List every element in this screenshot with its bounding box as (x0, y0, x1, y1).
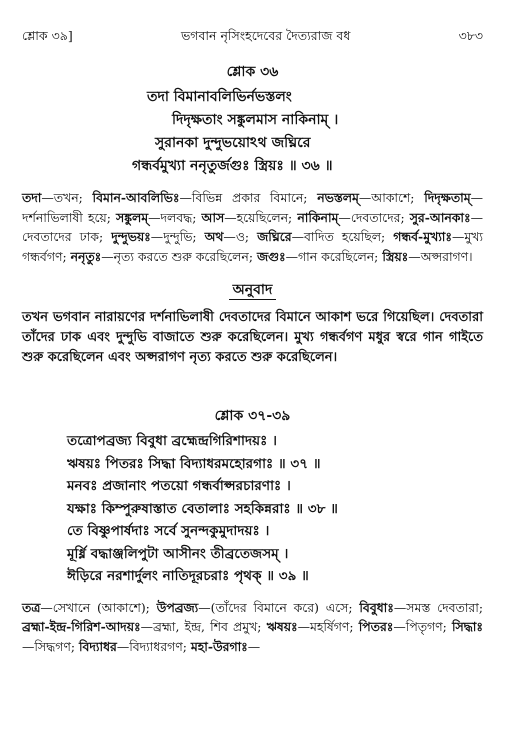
synonym-meaning: —পিতৃগণ; (393, 619, 452, 634)
verse-line: যক্ষাঃ কিম্পুরুষাস্তাত বেতালাঃ সহকিন্নরাঃ ॥ ৩৮ ॥ (67, 500, 338, 517)
synonym-word: মহা-উরগাঃ (190, 638, 248, 654)
verse-36-number: শ্লোক ৩৬ (226, 64, 279, 80)
verse-line: তে বিষ্ণুপার্ষদাঃ সর্বে সুনন্দকুমুদাদয়ঃ । (67, 523, 270, 539)
synonym-meaning: —বাদিত হয়েছিল; (291, 229, 394, 244)
synonym-meaning: —ও; (223, 229, 258, 244)
synonym-meaning: —তখন; (41, 190, 93, 205)
verse-36-text (22, 86, 483, 178)
synonym-meaning: —হয়েছিলেন; (224, 209, 298, 225)
header-verse-ref: শ্লোক ৩৯] (22, 28, 73, 43)
synonym-meaning: —(তাঁদের বিমানে করে) এসে; (198, 599, 360, 615)
synonym-word: সঙ্কুলম্ (116, 209, 149, 225)
synonym-word: পিতরঃ (358, 619, 394, 634)
translation-text: তখন ভগবান নারায়ণের দর্শনাভিলাষী দেবতাদের বিমানে আকাশ ভরে গিয়েছিল। দেবতারা তাঁদের ঢাক এবং দুন্দুভি বাজাতে শুরু করেছিলেন। মুখ্য গন্ধর্বগণ মধুর স্বরে গান গাইতে শুরু করেছিলেন এবং অপ্সরাগণ নৃত্য করতে শুরু করেছিলেন। (22, 310, 483, 365)
synonym-word: জগুঃ (256, 248, 286, 264)
synonym-word: সুর-আনকাঃ (409, 209, 471, 225)
synonym-meaning: — (247, 638, 261, 654)
synonym-word: নাকিনাম্ (297, 209, 339, 225)
verse-line: মূর্ধ্নি বদ্ধাঞ্জলিপুটা আসীনং তীব্রতেজসম্ । (67, 545, 289, 562)
synonym-meaning: —সিদ্ধগণ; (22, 638, 79, 654)
synonym-meaning: —দুন্দুভি; (150, 229, 205, 244)
synonym-meaning: —নৃত্য করতে শুরু করেছিলেন; (101, 248, 257, 264)
synonym-word: তত্র (22, 599, 41, 615)
synonym-word: নভস্তলম্ (317, 190, 359, 205)
synonym-word: উপব্রজ্য (156, 599, 199, 615)
verse-37-39-number: শ্লোক ৩৭-৩৯ (214, 408, 291, 424)
synonym-meaning: —মহর্ষিগণ; (297, 619, 359, 634)
verse-line: গন্ধর্বমুখ্যা ননৃতুর্জগুঃ স্ত্রিয়ঃ ॥ ৩৬ ॥ (132, 158, 333, 174)
verse-line: তদা বিমানাবলিভির্নভস্তলং (147, 89, 292, 105)
synonym-meaning: —ব্রহ্মা, ইন্দ্র, শিব প্রমুখ; (140, 619, 267, 634)
synonym-meaning: —দেবতাদের; (338, 209, 410, 225)
synonym-word: সিদ্ধাঃ (451, 619, 483, 634)
verse-37-39-synonyms (22, 598, 483, 657)
verse-line: ঋষয়ঃ পিতরঃ সিদ্ধা বিদ্যাধরমহোরগাঃ ॥ ৩৭ ॥ (67, 455, 321, 472)
synonym-word: আস (201, 209, 225, 225)
page-number: ৩৮৩ (458, 28, 483, 43)
verse-36-synonyms (22, 188, 483, 266)
synonym-meaning: —সমস্ত দেবতারা; (393, 599, 483, 615)
synonym-word: বিদ্যাধর (78, 638, 117, 654)
synonym-word: বিবুধাঃ (359, 599, 394, 615)
synonym-word: ঋষয়ঃ (266, 619, 298, 634)
verse-line: সুরানকা দুন্দুভয়োঽথ জঘ্নিরে (155, 135, 311, 151)
verse-line: মনবঃ প্রজানাং পতয়ো গন্ধর্বাপ্সরচারণাঃ । (67, 478, 291, 494)
synonym-meaning: —মুখ্য গন্ধর্বগণ; (22, 229, 484, 264)
synonym-meaning: —দর্শনাভিলাষী হয়ে; (22, 190, 483, 225)
page-header (22, 28, 483, 52)
synonym-meaning: —দলবদ্ধ; (148, 209, 202, 225)
synonym-word: ননৃতুঃ (70, 248, 102, 264)
verse-line: ঈড়িরে নরশার্দুলং নাতিদূরচরাঃ পৃথক্ ॥ ৩৯ ॥ (67, 568, 309, 584)
synonym-word: স্ত্রিয়ঃ (382, 248, 409, 264)
header-chapter-title: ভগবান নৃসিংহদেবের দৈত্যরাজ বধ (180, 28, 351, 43)
synonym-meaning: —গান করেছিলেন; (285, 248, 383, 264)
synonym-word: অথ (204, 229, 224, 244)
synonym-word: ব্রহ্মা-ইন্দ্র-গিরিশ-আদয়ঃ (22, 619, 141, 634)
synonym-meaning: —সেখানে (আকাশে); (40, 599, 157, 615)
synonym-meaning: —অপ্সরাগণ। (408, 248, 473, 264)
synonym-word: গন্ধর্ব-মুখ্যাঃ (393, 229, 453, 244)
synonym-word: বিমান-আবলিভিঃ (92, 190, 180, 205)
synonym-word: জঘ্নিরে (257, 229, 292, 244)
verse-37-39-text (22, 430, 483, 588)
verse-line: দিদৃক্ষতাং সঙ্কুলমাস নাকিনাম্ । (172, 112, 339, 128)
synonym-word: দুন্দুভয়ঃ (111, 229, 151, 244)
synonym-meaning: —বিদ্যাধরগণ; (116, 638, 191, 654)
synonym-word: দিদৃক্ষতাম্ (424, 190, 471, 205)
synonym-word: তদা (22, 190, 42, 205)
translation-heading-text: অনুবাদ (229, 282, 277, 300)
synonym-meaning: —দেবতাদের ঢাক; (22, 209, 484, 244)
synonym-meaning: —আকাশে; (358, 190, 425, 205)
synonym-meaning: —বিভিন্ন প্রকার বিমানে; (179, 190, 318, 205)
translation-heading (22, 278, 483, 302)
verse-line: তত্রোপব্রজ্য বিবুধা ব্রহ্মেন্দ্রগিরিশাদয়ঃ । (67, 433, 277, 449)
